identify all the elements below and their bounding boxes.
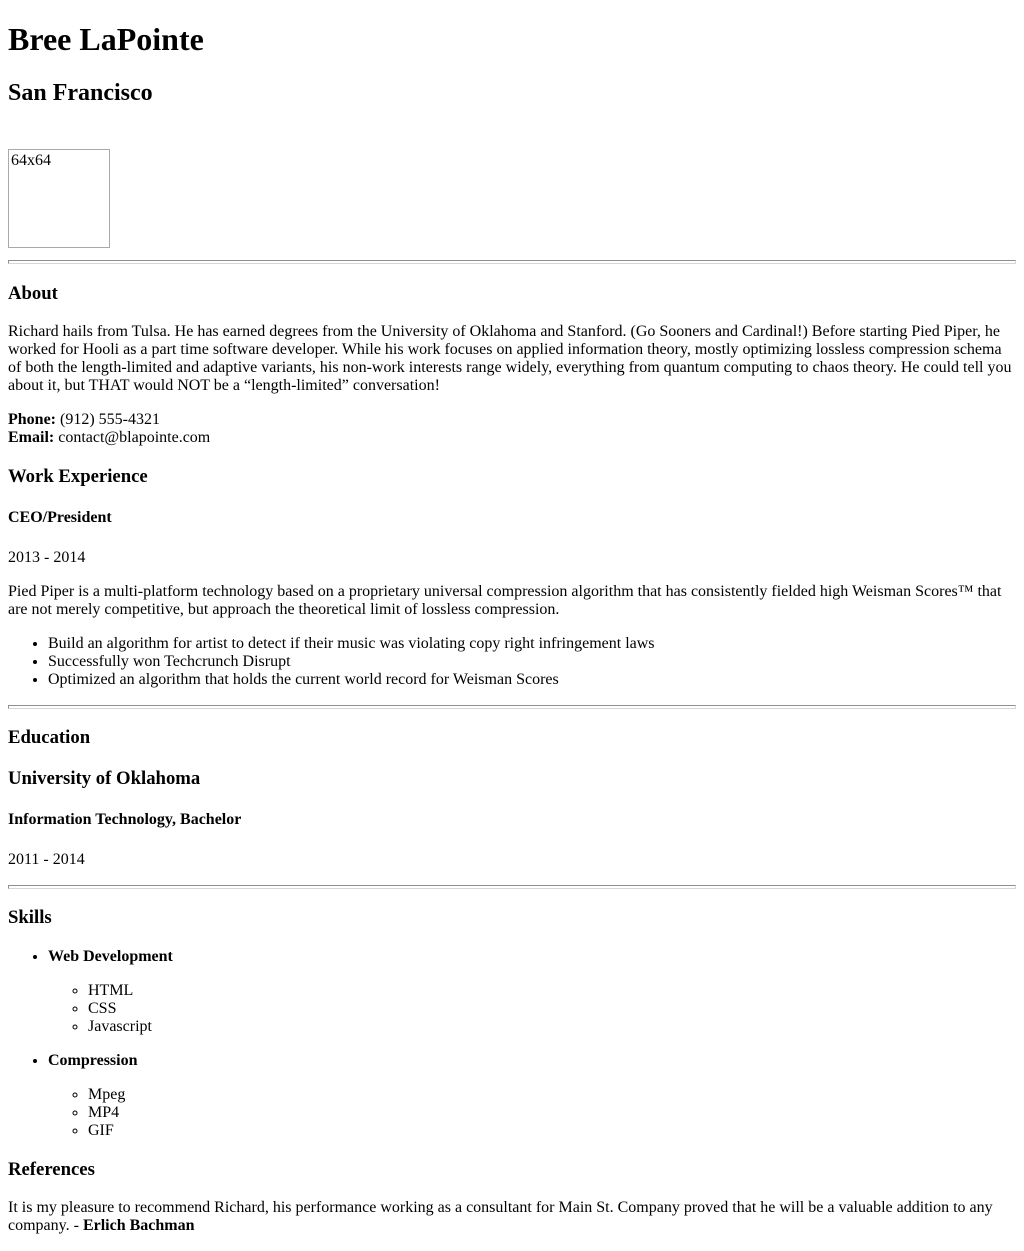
skill-category [48, 948, 1016, 966]
work-experience-heading: Work Experience [8, 466, 148, 488]
section-divider [8, 705, 1016, 709]
work-experience-section [8, 466, 1016, 689]
job-summary: Pied Piper is a multi-platform technology based on a proprietary universal compression algorithm that has consistently fielded high Weisman Scores™ that are not merely competitive, but approach the theoretical limit of lossless compression. [8, 582, 1002, 618]
reference-author: Erlich Bachman [82, 1217, 195, 1235]
job-title: CEO/President [8, 509, 112, 527]
page-title: Bree LaPointe [8, 21, 204, 58]
school-name: University of Oklahoma [8, 768, 201, 789]
skill-item: ◦ GIF [88, 1122, 1016, 1140]
skill-group [48, 1052, 1016, 1140]
degree-name: Information Technology, Bachelor [8, 811, 242, 829]
skills-heading: Skills [8, 907, 52, 929]
resume-document [8, 21, 1016, 1235]
skills-list [8, 948, 1016, 1140]
section-divider [8, 885, 1016, 889]
avatar-placeholder [8, 149, 110, 248]
broken-image-alt-text: 64x64 [11, 151, 51, 169]
skill-items-list [48, 982, 1016, 1036]
section-divider [8, 260, 1016, 264]
education-section [8, 727, 1016, 868]
references-heading: References [8, 1158, 95, 1180]
skill-item: ◦ Mpeg [88, 1086, 1016, 1104]
references-section [8, 1159, 1016, 1236]
skill-item: ◦ Javascript [88, 1018, 1016, 1036]
contact-info [8, 411, 1016, 447]
skills-section [8, 907, 1016, 1140]
job-dates: 2013 - 2014 [8, 548, 86, 566]
job-highlight-item: • Successfully won Techcrunch Disrupt [48, 653, 1016, 671]
skill-category-label: Web Development [48, 947, 173, 965]
skill-item: ◦ MP4 [88, 1104, 1016, 1122]
phone-label: Phone: [8, 411, 56, 429]
skill-category-label: Compression [48, 1051, 138, 1069]
about-section [8, 283, 1016, 448]
email-label: Email: [8, 429, 55, 447]
skill-item: ◦ HTML [88, 982, 1016, 1000]
about-heading: About [8, 282, 58, 304]
job-highlights-list [8, 635, 1016, 689]
job-highlight-item: • Build an algorithm for artist to detect if their music was violating copy right infringement laws [48, 635, 1016, 653]
skill-group [48, 948, 1016, 1036]
job-highlight-item: • Optimized an algorithm that holds the current world record for Weisman Scores [48, 671, 1016, 689]
reference-paragraph [8, 1199, 1016, 1235]
location-heading: San Francisco [8, 79, 153, 106]
skill-category [48, 1052, 1016, 1070]
education-heading: Education [8, 727, 91, 749]
skill-item: ◦ CSS [88, 1000, 1016, 1018]
education-dates: 2011 - 2014 [8, 850, 85, 868]
reference-quote: It is my pleasure to recommend Richard, his performance working as a consultant for Main St. Company proved that he will be a valuable addition to any company. - [8, 1199, 993, 1235]
about-paragraph: Richard hails from Tulsa. He has earned degrees from the University of Oklahoma and Stanford. (Go Sooners and Cardinal!) Before starting Pied Piper, he worked for Hooli as a part time software developer. While his work focuses on applied information theory, mostly optimizing lossless compression schema of both the length-limited and adaptive variants, his non-work interests range widely, everything from quantum computing to chaos theory. He could tell you about it, but THAT would NOT be a “length-limited” conversation! [8, 323, 1012, 395]
phone-value: (912) 555-4321 [60, 411, 160, 429]
skill-items-list [48, 1086, 1016, 1140]
email-value: contact@blapointe.com [58, 429, 211, 447]
